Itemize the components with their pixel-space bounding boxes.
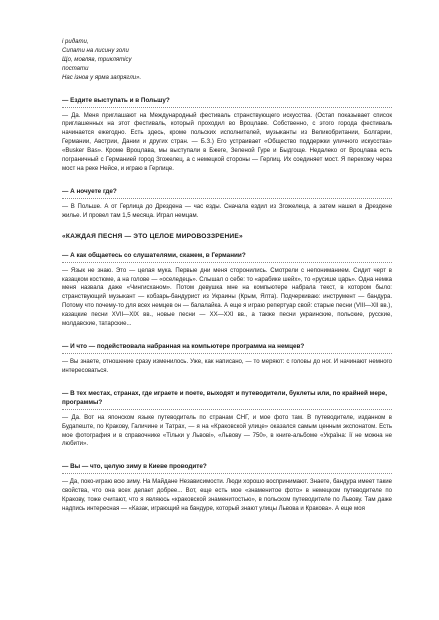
interview-answer: — Да. Меня приглашают на Международный фестиваль странствующего искусства. (Остап показывает список приглашенных на этот фестиваль, который проходил во Вроцлаве. Собственно, с этого города фестиваль начинается ежегодно. Есть здесь, кроме польских исполнителей, музыканты из Великобритании, Болгарии, Германии, Австрии, Дании и других стран. — Б.З.) Его устраивает «Общество поддержки уличного искусства» «Busker Bas». Кроме Вроцлава, мы выступали в Бжеге, Зеленой Гуре и Быдгоще. Недалеко от Вроцлава есть пограничный с Германией город Згожелец, а с немецкой стороны — Герлиц. Их соединяет мост. Я перехожу через мост на реке Нейсе, и играю в Герлице. bbox=[62, 112, 392, 172]
interview-answer: — Вы знаете, отношение сразу изменилось. Уже, как написано, — то меряют: с головы до ног. И начинают немного интересоваться. bbox=[62, 358, 392, 374]
interview-question: — А ночуете где? bbox=[62, 187, 117, 195]
question-divider bbox=[62, 107, 392, 108]
interview-question: — А как общаетесь со слушателями, скажем, в Германии? bbox=[62, 251, 246, 259]
article-page bbox=[62, 38, 392, 514]
question-divider bbox=[62, 409, 392, 410]
poem-line: Що, мовляв, триклятісу bbox=[62, 56, 132, 63]
section-heading: «КАЖДАЯ ПЕСНЯ — ЭТО ЦЕЛОЕ МИРОВОЗЗРЕНИЕ» bbox=[62, 232, 243, 240]
question-divider bbox=[62, 262, 392, 263]
interview-question: — И что — подействовала набранная на компьютере программа на немцев? bbox=[62, 342, 305, 350]
interview-answer: — Да, поко-играю всю зиму. На Майдане Независимости. Люди хорошо воспринимают. Знаете, бандура имеет такие свойства, что она всех делает добрее... Вот, еще есть мое «знаменитое фото» в немецком путеводителе по Кракову, тоже считают, что я являюсь «краковской знаменитостью», в польском путеводителе по Львову. Там даже надпись интересная — «Казак, играющий на бандуре, который знают улицы Львова и Кракова». А еще моя bbox=[62, 479, 392, 513]
question-divider bbox=[62, 198, 392, 199]
question-divider bbox=[62, 353, 392, 354]
question-divider bbox=[62, 473, 392, 474]
interview-answer: — В Польше. А от Герлица до Дрездена — час езды. Сначала ездил из Згожелеца, а затем нашел в Дрездене жилье. И провел там 1,5 месяца. Играл немцам. bbox=[62, 203, 392, 219]
poem-line: постати bbox=[62, 65, 89, 72]
interview-answer: — Язык не знаю. Это — целая мука. Первые дни меня сторонились. Смотрели с непониманием. Сидит черт в казацком костюме, а на голове — «оселедець». Слышал о себе: то «арабике шейх», то «русише царь». Одна немка меня назвала даже «Чингисханом». Потом девушка мне на компьютере набрала текст, в котором было: странствующий музыкант — кобзарь-бандурист из Украины (Крым, Ялта). Подчеркиваю: инструмент — бандура. Потому что почему-то для всех немцев он — балалайка. А еще я играю репертуар свой: старые песни (VIII—XII вв.), казацкие песни XVII—XIX вв., новые песни — XX—XXI вв., а также песни украинские, польские, русские, молдавские, татарские... bbox=[62, 267, 392, 328]
interview-question: — В тех местах, странах, где играете и поете, выходят и путеводители, буклеты или, по крайней мере, программы? bbox=[62, 389, 388, 406]
poem-line: і ридати, bbox=[62, 39, 89, 45]
interview-question: — Вы — что, целую зиму в Киеве проводите? bbox=[62, 463, 207, 471]
interview-question: — Ездите выступать и в Польшу? bbox=[62, 96, 170, 104]
poem-line: Сипати на лисину золи bbox=[62, 47, 129, 54]
poem-line: Нас ізнов у ярма запрягли». bbox=[62, 74, 142, 81]
poem-excerpt bbox=[62, 38, 392, 83]
interview-answer: — Да. Вот на японском языке путеводитель по странам СНГ, и мое фото там. В путеводителе, изданном в Будапеште, по Кракову, Галичине и Татрах, — я на «Краковской улице» оказался самым ценным экспонатом. Есть мое фотография и в справочнике «Тільки у Львові», «Львову — 750», в книге-альбоме «Україна: її не можна не любити». bbox=[62, 414, 392, 448]
